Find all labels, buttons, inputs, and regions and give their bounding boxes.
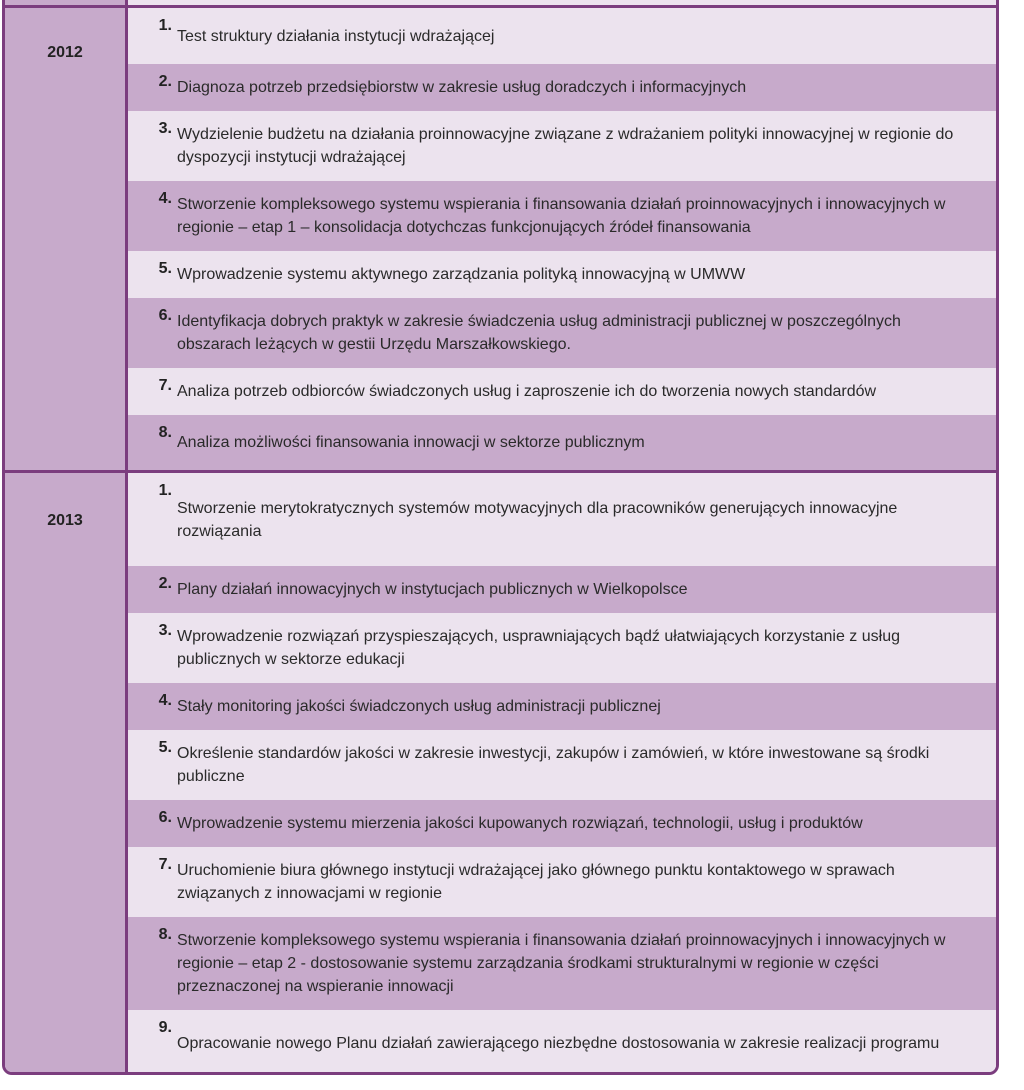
item-text: Wprowadzenie rozwiązań przyspieszających, usprawniających bądź ułatwiających korzystanie z usług publicznych w sektorze edukacji [177,628,900,668]
item-number: 1. [158,17,172,34]
list-item [128,298,996,368]
item-number: 6. [158,809,172,826]
item-number: 6. [158,307,172,324]
year-label-2013: 2013 [47,512,83,529]
list-item [128,1010,996,1075]
item-number: 5. [158,739,172,756]
item-text: Stały monitoring jakości świadczonych usług administracji publicznej [177,698,661,715]
item-text: Analiza możliwości finansowania innowacji w sektorze publicznym [177,434,645,451]
list-item [128,8,996,64]
item-number: 4. [158,692,172,709]
list-item [128,251,996,298]
item-number: 7. [158,377,172,394]
item-text: Identyfikacja dobrych praktyk w zakresie świadczenia usług administracji publicznej w poszczególnych obszarach leżących w gestii Urzędu Marszałkowskiego. [177,313,901,353]
list-item [128,415,996,470]
item-text: Wprowadzenie systemu mierzenia jakości kupowanych rozwiązań, technologii, usług i produktów [177,815,863,832]
item-number: 3. [158,120,172,137]
action-plan-table [2,0,999,1075]
column-divider [125,0,128,1072]
item-number: 1. [158,482,172,499]
list-item [128,730,996,800]
list-item [128,111,996,181]
item-text: Diagnoza potrzeb przedsiębiorstw w zakresie usług doradczych i informacyjnych [177,79,747,96]
list-item [128,473,996,566]
list-item [128,566,996,613]
item-text: Plany działań innowacyjnych w instytucjach publicznych w Wielkopolsce [177,581,688,598]
year-label-2012: 2012 [47,44,83,61]
list-item [128,917,996,1010]
item-text: Analiza potrzeb odbiorców świadczonych usług i zaproszenie ich do tworzenia nowych standardów [177,383,877,400]
item-text: Stworzenie merytokratycznych systemów motywacyjnych dla pracowników generujących innowacyjne rozwiązania [177,499,898,540]
item-number: 8. [158,926,172,943]
item-text: Wprowadzenie systemu aktywnego zarządzania polityką innowacyjną w UMWW [177,266,746,283]
item-number: 8. [158,424,172,441]
list-item [128,368,996,415]
item-text: Stworzenie kompleksowego systemu wspierania i finansowania działań proinnowacyjnych i innowacyjnych w regionie – etap 1 – konsolidacja dotychczas funkcjonujących źródeł finansowania [177,196,946,236]
item-text: Test struktury działania instytucji wdrażającej [177,27,495,45]
item-text: Wydzielenie budżetu na działania proinnowacyjne związane z wdrażaniem polityki innowacyjnej w regionie do dyspozycji instytucji wdrażającej [177,126,954,166]
list-item [128,800,996,847]
item-number: 7. [158,856,172,873]
item-number: 2. [158,73,172,90]
list-item [128,613,996,683]
item-number: 9. [158,1019,172,1036]
item-text: Określenie standardów jakości w zakresie inwestycji, zakupów i zamówień, w które inwestowane są środki publiczne [177,745,930,785]
item-number: 4. [158,190,172,207]
item-text: Uruchomienie biura głównego instytucji wdrażającej jako głównego punktu kontaktowego w sprawach związanych z innowacjami w regionie [177,862,895,902]
list-item [128,847,996,917]
list-item [128,64,996,111]
item-number: 2. [158,575,172,592]
item-text: Stworzenie kompleksowego systemu wspierania i finansowania działań proinnowacyjnych i innowacyjnych w regionie – etap 2 - dostosowanie systemu zarządzania środkami strukturalnymi w regionie w części przeznaczonej na wspieranie innowacji [177,932,946,995]
item-text: Opracowanie nowego Planu działań zawierającego niezbędne dostosowania w zakresie realizacji programu [177,1034,940,1052]
list-item [128,181,996,251]
item-number: 3. [158,622,172,639]
list-item [128,683,996,730]
year-column [5,0,125,1072]
item-number: 5. [158,260,172,277]
